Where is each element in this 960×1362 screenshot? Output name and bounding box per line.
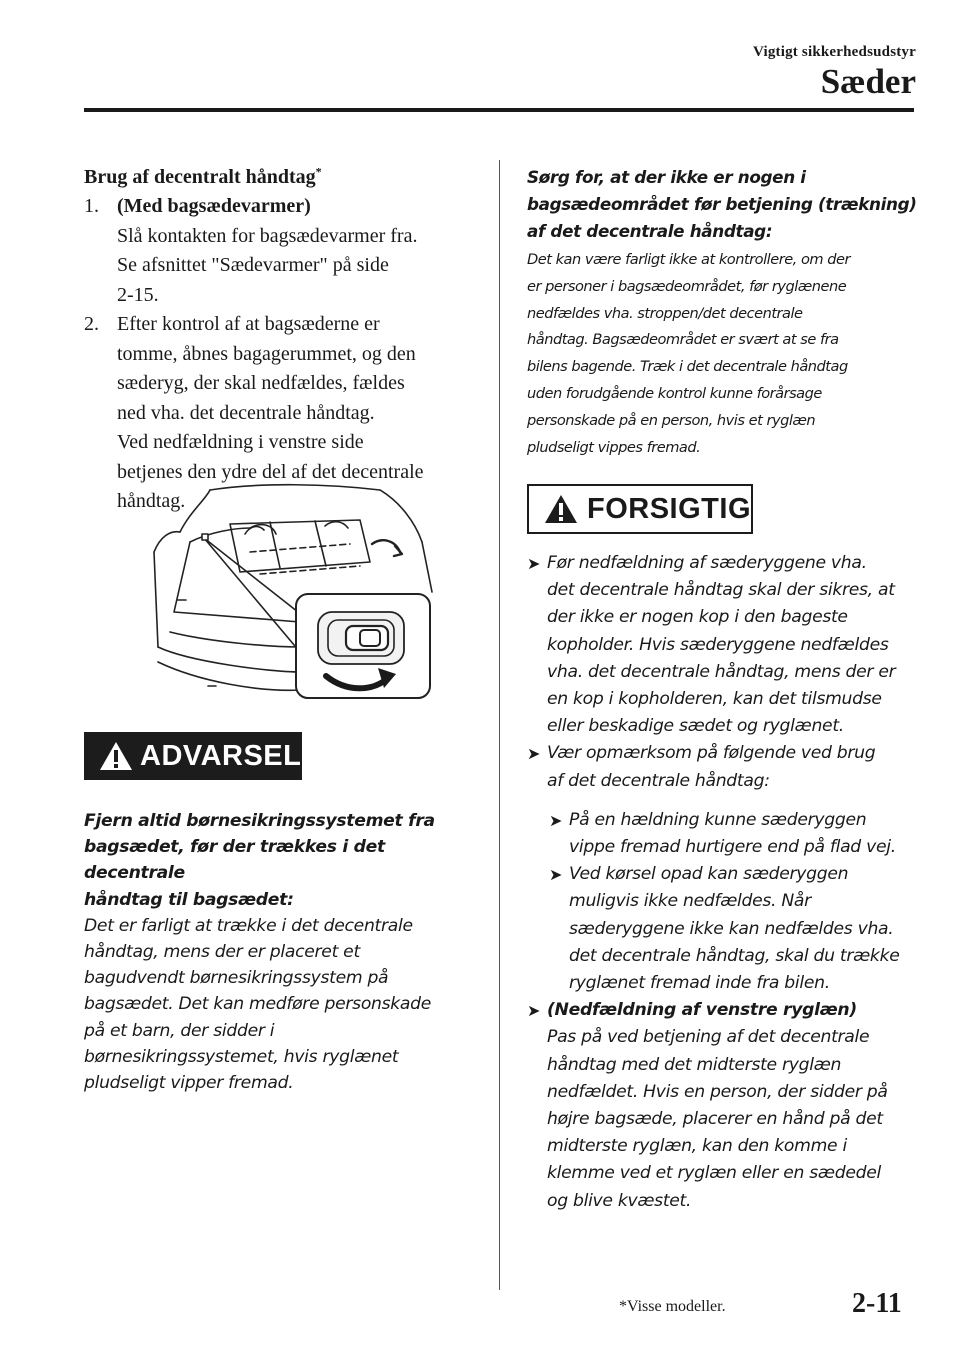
- note-body-line: personskade på en person, hvis et ryglæn: [527, 411, 816, 429]
- caution-line: håndtag med det midterste ryglæn: [547, 1054, 842, 1075]
- warning-body-line: bagudvendt børnesikringssystem på: [84, 968, 389, 989]
- chapter-subtitle: Vigtigt sikkerhedsudstyr: [752, 44, 916, 60]
- caution-line: eller beskadige sædet og ryglænet.: [547, 716, 844, 737]
- triangle-right-icon: ➤: [527, 744, 541, 764]
- caution-line: Før nedfældning af sæderyggene vha.: [547, 553, 867, 573]
- note-body-line: Det kan være farligt ikke at kontrollere, om der: [527, 251, 850, 268]
- note-body-line: er personer i bagsædeområdet, før ryglænene: [527, 277, 847, 295]
- caution-line: en kop i kopholderen, kan det tilsmudse: [547, 689, 882, 710]
- warning-body-line: håndtag, mens der er placeret et: [84, 942, 360, 963]
- step-heading: (Med bagsædevarmer): [117, 195, 311, 217]
- step-line: håndtag.: [117, 490, 186, 512]
- caution-item-heading: (Nedfældning af venstre ryglæn): [547, 1000, 857, 1021]
- note-heading-line: af det decentrale håndtag:: [527, 221, 773, 241]
- caution-line: muligvis ikke nedfældes. Når: [569, 891, 811, 912]
- cargo-lever-illustration: [150, 482, 440, 704]
- caution-line: det decentrale håndtag skal der sikres, at: [547, 580, 895, 601]
- warning-heading-line: bagsædet, før der trækkes i det decentrale: [84, 837, 385, 884]
- step-line: 2-15.: [117, 283, 159, 306]
- caution-line: midterste ryglæn, kan den komme i: [547, 1136, 847, 1157]
- steps-list: [84, 192, 479, 517]
- warning-body-line: på et barn, der sidder i: [84, 1020, 275, 1041]
- triangle-right-icon: ➤: [527, 1001, 541, 1021]
- caution-line: Ved kørsel opad kan sæderyggen: [569, 864, 849, 885]
- caution-label: FORSIGTIG: [587, 492, 751, 525]
- caution-line: af det decentrale håndtag:: [547, 770, 770, 791]
- caution-line: der ikke er nogen kop i den bageste: [547, 607, 848, 628]
- step-line: betjenes den ydre del af det decentrale: [117, 460, 424, 483]
- step-line: sæderyg, der skal nedfældes, fældes: [117, 372, 405, 394]
- warning-label: ADVARSEL: [140, 739, 302, 772]
- note-heading-line: Sørg for, at der ikke er nogen i: [527, 167, 806, 187]
- caution-line: det decentrale håndtag, skal du trække: [569, 945, 900, 966]
- step-line: Slå kontakten for bagsædevarmer fra.: [117, 224, 418, 247]
- caution-sub-list: [527, 807, 922, 997]
- note-heading-line: bagsædeområdet før betjening (trækning): [527, 194, 917, 214]
- footnote-mark: *: [315, 164, 322, 179]
- page-title: Sæder: [820, 62, 916, 101]
- caution-line: vha. det decentrale håndtag, mens der er: [547, 661, 896, 682]
- section-title-text: Brug af decentralt håndtag: [84, 166, 316, 188]
- caution-line: Vær opmærksom på følgende ved brug: [547, 743, 876, 764]
- warning-body-line: børnesikringssystemet, hvis ryglænet: [84, 1046, 399, 1067]
- column-divider: [499, 160, 500, 1290]
- warning-triangle-icon: [543, 493, 579, 525]
- step-number: 2.: [84, 313, 99, 335]
- caution-line: højre bagsæde, placerer en hånd på det: [547, 1109, 883, 1130]
- step-line: Se afsnittet "Sædevarmer" på side: [117, 254, 389, 276]
- warning-text: [84, 808, 484, 1096]
- safety-note: [527, 164, 922, 461]
- warning-triangle-icon: [98, 740, 134, 772]
- caution-badge: [527, 484, 753, 534]
- note-body-line: nedfældes vha. stroppen/det decentrale: [527, 304, 803, 322]
- warning-body-line: bagsædet. Det kan medføre personskade: [84, 994, 432, 1015]
- note-body-line: bilens bagende. Træk i det decentrale håndtag: [527, 358, 848, 376]
- step-number: 1.: [84, 195, 99, 217]
- warning-heading-line: Fjern altid børnesikringssystemet fra: [84, 811, 435, 831]
- caution-line: og blive kvæstet.: [547, 1190, 692, 1211]
- caution-line: vippe fremad hurtigere end på flad vej.: [569, 837, 896, 858]
- footnote: *Visse modeller.: [619, 1298, 726, 1315]
- caution-line: På en hældning kunne sæderyggen: [569, 809, 867, 830]
- warning-body-line: Det er farligt at trække i det decentrale: [84, 915, 413, 936]
- caution-line: nedfældet. Hvis en person, der sidder på: [547, 1081, 888, 1102]
- triangle-right-icon: ➤: [527, 554, 541, 573]
- page-number: 2-11: [852, 1288, 902, 1319]
- caution-line: sæderyggene ikke kan nedfældes vha.: [569, 918, 894, 939]
- note-heading: [527, 164, 922, 245]
- note-body: [527, 247, 922, 461]
- triangle-right-icon: ➤: [549, 810, 563, 830]
- section-title: [84, 166, 322, 189]
- caution-item: [527, 997, 922, 1215]
- caution-sub-item: [549, 807, 922, 861]
- note-body-line: håndtag. Bagsædeområdet er svært at se fra: [527, 331, 839, 349]
- header-divider: [84, 108, 914, 112]
- caution-list: [527, 550, 922, 1215]
- caution-line: kopholder. Hvis sæderyggene nedfældes: [547, 634, 889, 655]
- caution-line: klemme ved et ryglæn eller en sædedel: [547, 1163, 881, 1184]
- warning-badge: [84, 732, 302, 780]
- caution-line: ryglænet fremad inde fra bilen.: [569, 973, 830, 994]
- note-body-line: uden forudgående kontrol kunne forårsage: [527, 384, 822, 402]
- caution-item: [527, 740, 922, 794]
- step-line: tomme, åbnes bagagerummet, og den: [117, 342, 416, 365]
- step-line: Ved nedfældning i venstre side: [117, 431, 364, 453]
- triangle-right-icon: ➤: [549, 865, 563, 885]
- caution-line: Pas på ved betjening af det decentrale: [547, 1027, 870, 1048]
- note-body-line: pludseligt vippes fremad.: [527, 438, 701, 456]
- warning-body-line: pludseligt vipper fremad.: [84, 1073, 294, 1094]
- step-line: ned vha. det decentrale håndtag.: [117, 401, 375, 424]
- step-1: [84, 192, 479, 310]
- caution-item: [527, 550, 922, 740]
- warning-heading-line: håndtag til bagsædet:: [84, 889, 294, 910]
- caution-sub-item: [549, 861, 922, 997]
- step-line: Efter kontrol af at bagsæderne er: [117, 313, 380, 335]
